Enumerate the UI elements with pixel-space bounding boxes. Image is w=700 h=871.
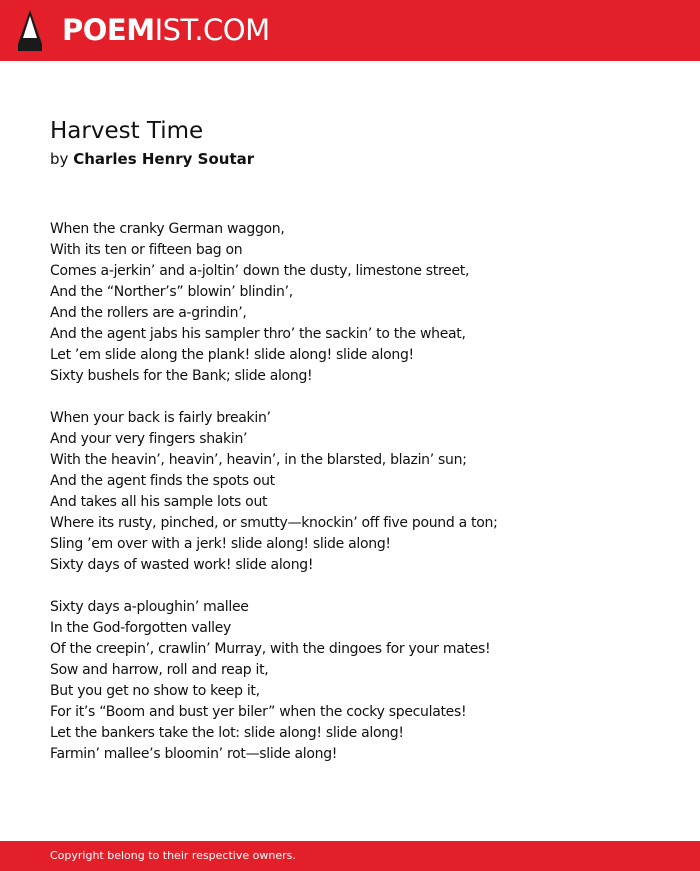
poem-line: With its ten or fifteen bag on [50, 242, 243, 258]
site-logo[interactable] [62, 13, 270, 47]
poem-body [50, 219, 670, 786]
poem-byline [50, 148, 254, 170]
copyright-notice: Copyright belong to their respective owners. [50, 849, 296, 862]
poem-line: With the heavin’, heavin’, heavin’, in the blarsted, blazin’ sun; [50, 452, 467, 468]
poem-line: Sixty days a-ploughin’ mallee [50, 599, 249, 615]
poem-line: Let the bankers take the lot: slide along! slide along! [50, 725, 404, 741]
logo-light-text: IST.COM [154, 13, 270, 47]
by-label: by [50, 150, 69, 168]
poem-line: In the God-forgotten valley [50, 620, 232, 636]
poem-title: Harvest Time [50, 118, 204, 144]
poem-line: And the agent finds the spots out [50, 473, 275, 489]
poem-line: Farmin’ mallee’s bloomin’ rot—slide along! [50, 746, 338, 762]
poem-line: And the agent jabs his sampler thro’ the sackin’ to the wheat, [50, 326, 466, 342]
logo-bold-text: POEM [62, 13, 155, 47]
poem-line: Sow and harrow, roll and reap it, [50, 662, 269, 678]
stanza [50, 219, 670, 387]
poem-line: Let ’em slide along the plank! slide along! slide along! [50, 347, 414, 363]
site-header [0, 0, 700, 61]
poem-line: When the cranky German waggon, [50, 221, 285, 237]
stanza [50, 597, 670, 765]
stanza [50, 408, 670, 576]
poem-line: And the “Norther’s” blowin’ blindin’, [50, 284, 293, 300]
poem-line: But you get no show to keep it, [50, 683, 260, 699]
poem-line: And the rollers are a-grindin’, [50, 305, 247, 321]
poem-line: Of the creepin’, crawlin’ Murray, with the dingoes for your mates! [50, 641, 491, 657]
poem-line: For it’s “Boom and bust yer biler” when the cocky speculates! [50, 704, 467, 720]
poem-line: Sixty bushels for the Bank; slide along! [50, 368, 313, 384]
poem-line: Sling ’em over with a jerk! slide along! slide along! [50, 536, 391, 552]
poem-author: Charles Henry Soutar [73, 150, 255, 168]
poem-line: Sixty days of wasted work! slide along! [50, 557, 314, 573]
poem-line: And takes all his sample lots out [50, 494, 268, 510]
site-footer [0, 841, 700, 871]
poem-line: And your very fingers shakin’ [50, 431, 248, 447]
pencil-icon[interactable] [18, 10, 42, 51]
poem-line: Comes a-jerkin’ and a-joltin’ down the dusty, limestone street, [50, 263, 470, 279]
poem-line: When your back is fairly breakin’ [50, 410, 271, 426]
poem-line: Where its rusty, pinched, or smutty—knockin’ off five pound a ton; [50, 515, 498, 531]
